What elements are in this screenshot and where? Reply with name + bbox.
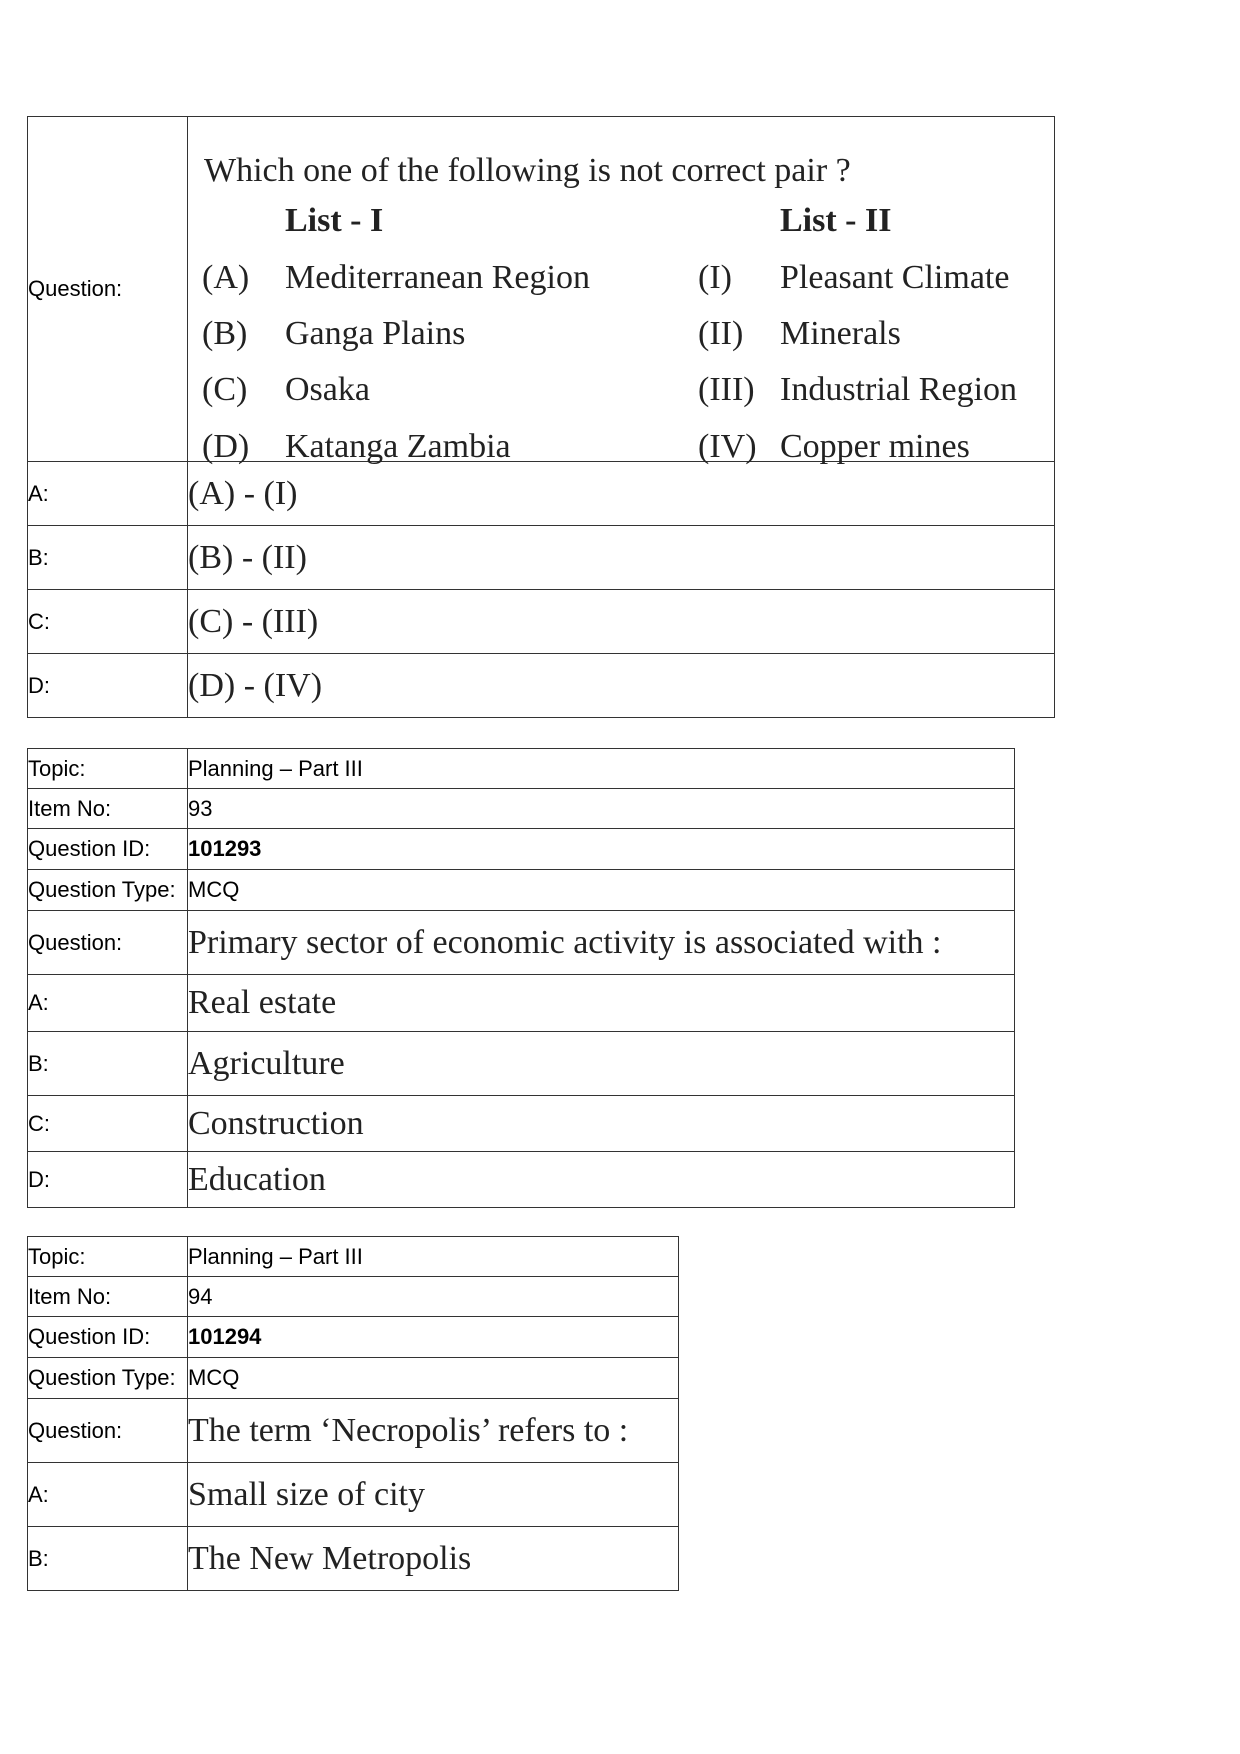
list1-key: (B) bbox=[202, 314, 248, 352]
option-a-text: Small size of city bbox=[188, 1463, 679, 1527]
option-b-text: The New Metropolis bbox=[188, 1527, 679, 1591]
option-c-text: (C) - (III) bbox=[188, 590, 1055, 654]
question-type-value: MCQ bbox=[188, 870, 1015, 911]
list2-item: Minerals bbox=[780, 314, 901, 352]
option-label: A: bbox=[28, 462, 188, 526]
topic-label: Topic: bbox=[28, 749, 188, 789]
list1-header: List - I bbox=[285, 201, 384, 239]
question-id-value: 101294 bbox=[188, 1317, 679, 1358]
list2-header: List - II bbox=[780, 201, 892, 239]
list2-item: Industrial Region bbox=[780, 370, 1018, 408]
option-d-text: Education bbox=[188, 1152, 1015, 1208]
match-lists bbox=[188, 196, 1054, 465]
option-label: C: bbox=[28, 1096, 188, 1152]
list2-key: (IV) bbox=[698, 427, 757, 465]
item-no-value: 94 bbox=[188, 1277, 679, 1317]
option-label: B: bbox=[28, 1032, 188, 1096]
list2-key: (I) bbox=[698, 258, 732, 296]
question-label: Question: bbox=[28, 911, 188, 975]
option-label: B: bbox=[28, 526, 188, 590]
list1-key: (A) bbox=[202, 258, 250, 296]
list1-item: Ganga Plains bbox=[285, 314, 466, 352]
question-type-value: MCQ bbox=[188, 1358, 679, 1399]
list1-item: Osaka bbox=[285, 370, 370, 408]
question-id-label: Question ID: bbox=[28, 1317, 188, 1358]
question-text: Which one of the following is not correct pair ? bbox=[204, 151, 851, 189]
question-93-table bbox=[27, 748, 1015, 1208]
question-id-value: 101293 bbox=[188, 829, 1015, 870]
list1-key: (D) bbox=[202, 427, 250, 465]
list2-key: (III) bbox=[698, 370, 755, 408]
option-c-text: Construction bbox=[188, 1096, 1015, 1152]
question-id-label: Question ID: bbox=[28, 829, 188, 870]
question-92-table bbox=[27, 116, 1055, 718]
option-a-text: (A) - (I) bbox=[188, 462, 1055, 526]
option-b-text: Agriculture bbox=[188, 1032, 1015, 1096]
list1-key: (C) bbox=[202, 370, 248, 408]
option-label: D: bbox=[28, 654, 188, 718]
question-type-label: Question Type: bbox=[28, 870, 188, 911]
option-d-text: (D) - (IV) bbox=[188, 654, 1055, 718]
question-94-table bbox=[27, 1236, 679, 1591]
question-text: Primary sector of economic activity is associated with : bbox=[188, 911, 1015, 975]
topic-value: Planning – Part III bbox=[188, 749, 1015, 789]
option-a-text: Real estate bbox=[188, 975, 1015, 1032]
item-no-value: 93 bbox=[188, 789, 1015, 829]
question-type-label: Question Type: bbox=[28, 1358, 188, 1399]
list1-item: Mediterranean Region bbox=[285, 258, 590, 296]
question-text: The term ‘Necropolis’ refers to : bbox=[188, 1399, 679, 1463]
option-label: C: bbox=[28, 590, 188, 654]
list2-item: Pleasant Climate bbox=[780, 258, 1010, 296]
question-body bbox=[188, 117, 1055, 465]
option-label: D: bbox=[28, 1152, 188, 1208]
question-label: Question: bbox=[28, 1399, 188, 1463]
option-label: A: bbox=[28, 975, 188, 1032]
option-label: A: bbox=[28, 1463, 188, 1527]
list2-key: (II) bbox=[698, 314, 744, 352]
item-no-label: Item No: bbox=[28, 789, 188, 829]
list1-item: Katanga Zambia bbox=[285, 427, 511, 465]
option-label: B: bbox=[28, 1527, 188, 1591]
topic-label: Topic: bbox=[28, 1237, 188, 1277]
item-no-label: Item No: bbox=[28, 1277, 188, 1317]
topic-value: Planning – Part III bbox=[188, 1237, 679, 1277]
list2-item: Copper mines bbox=[780, 427, 970, 465]
option-b-text: (B) - (II) bbox=[188, 526, 1055, 590]
question-label: Question: bbox=[28, 117, 188, 462]
